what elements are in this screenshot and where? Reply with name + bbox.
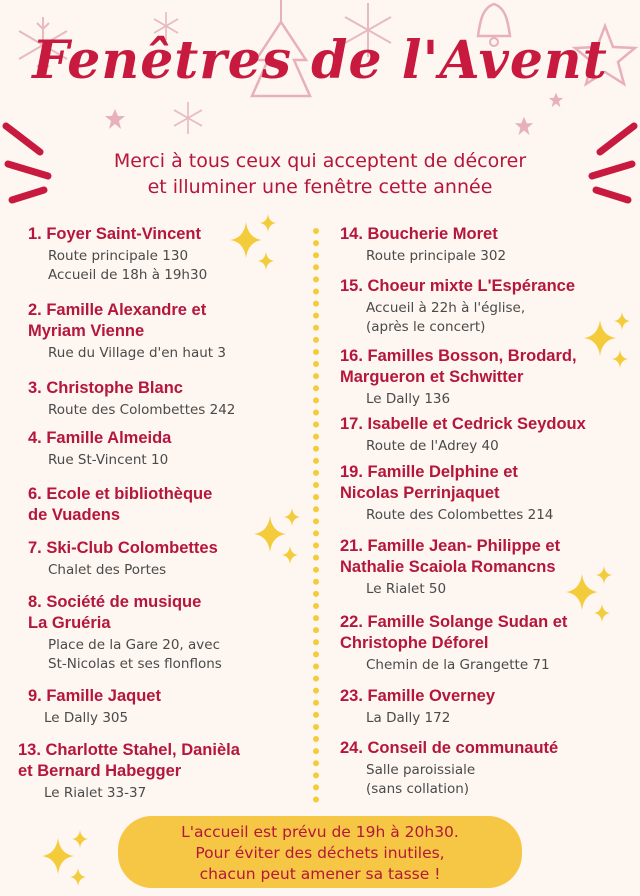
entry-name: 24. Conseil de communauté: [340, 739, 559, 757]
list-item: [28, 538, 298, 580]
list-item: [28, 300, 298, 363]
entry-address: Le Rialet 33-37: [44, 785, 147, 801]
entry-address: Route principale 130 Accueil de 18h à 19h30: [48, 248, 208, 283]
entry-name: 7. Ski-Club Colombettes: [28, 539, 218, 557]
entry-name: 6. Ecole et bibliothèque de Vuadens: [28, 485, 213, 524]
list-item: [18, 740, 288, 803]
entry-name: 23. Famille Overney: [340, 687, 496, 705]
entry-address: Route des Colombettes 242: [48, 402, 236, 418]
entry-address: Route des Colombettes 214: [366, 507, 554, 523]
entry-address: Route principale 302: [366, 248, 507, 264]
list-item: [340, 224, 610, 266]
entry-address: La Dally 172: [366, 710, 451, 726]
entry-name: 1. Foyer Saint-Vincent: [28, 225, 201, 243]
list-item: [28, 224, 298, 285]
list-item: [340, 276, 610, 337]
entry-address: Rue du Village d'en haut 3: [48, 345, 226, 361]
list-item: [28, 484, 298, 526]
entry-address: Chalet des Portes: [48, 562, 167, 578]
entry-address: Rue St-Vincent 10: [48, 452, 169, 468]
entry-address: Accueil à 22h à l'église, (après le concert): [366, 300, 526, 335]
list-item: [28, 378, 298, 420]
subtitle: Merci à tous ceux qui acceptent de décorer et illuminer une fenêtre cette année: [113, 150, 527, 198]
entry-name: 16. Familles Bosson, Brodard, Margueron et Schwitter: [340, 347, 577, 386]
star-icon: [514, 116, 534, 136]
column-divider: [313, 228, 319, 803]
entry-address: Le Dally 136: [366, 391, 451, 407]
entry-name: 15. Choeur mixte L'Espérance: [340, 277, 576, 295]
entry-address: Route de l'Adrey 40: [366, 438, 499, 454]
list-item: [340, 414, 610, 456]
entry-address: Le Dally 305: [44, 710, 129, 726]
entry-name: 22. Famille Solange Sudan et Christophe Déforel: [340, 613, 568, 652]
entry-name: 3. Christophe Blanc: [28, 379, 183, 397]
entry-name: 14. Boucherie Moret: [340, 225, 498, 243]
footer-note: L'accueil est prévu de 19h à 20h30. Pour éviter des déchets inutiles, chacun peut amener sa tasse !: [118, 816, 522, 888]
star-icon: [104, 108, 126, 130]
entry-address: Le Rialet 50: [366, 581, 447, 597]
list-item: [340, 462, 610, 525]
entry-address: Place de la Gare 20, avec St-Nicolas et ses flonflons: [48, 637, 222, 672]
entry-name: 8. Société de musique La Gruéria: [28, 593, 202, 632]
star-icon: [548, 92, 564, 108]
entry-name: 21. Famille Jean- Philippe et Nathalie Scaiola Romancns: [340, 537, 561, 576]
entry-name: 17. Isabelle et Cedrick Seydoux: [340, 415, 586, 433]
list-item: [340, 536, 610, 599]
list-item: [28, 592, 298, 674]
entry-address: Chemin de la Grangette 71: [366, 657, 550, 673]
snowflake-icon: [170, 100, 206, 136]
list-item: [340, 686, 610, 728]
list-item: [28, 686, 298, 728]
entry-name: 13. Charlotte Stahel, Danièla et Bernard Habegger: [18, 741, 240, 780]
entry-name: 2. Famille Alexandre et Myriam Vienne: [28, 301, 207, 340]
entry-name: 9. Famille Jaquet: [28, 687, 161, 705]
sparkle-icon: [38, 830, 92, 892]
entry-name: 19. Famille Delphine et Nicolas Perrinjaquet: [340, 463, 518, 502]
list-item: [28, 428, 298, 470]
entry-name: 4. Famille Almeida: [28, 429, 172, 447]
list-item: [340, 346, 610, 409]
list-item: [340, 738, 610, 799]
page-title: Fenêtres de l'Avent: [32, 30, 608, 91]
entry-address: Salle paroissiale (sans collation): [366, 762, 476, 797]
list-item: [340, 612, 610, 675]
